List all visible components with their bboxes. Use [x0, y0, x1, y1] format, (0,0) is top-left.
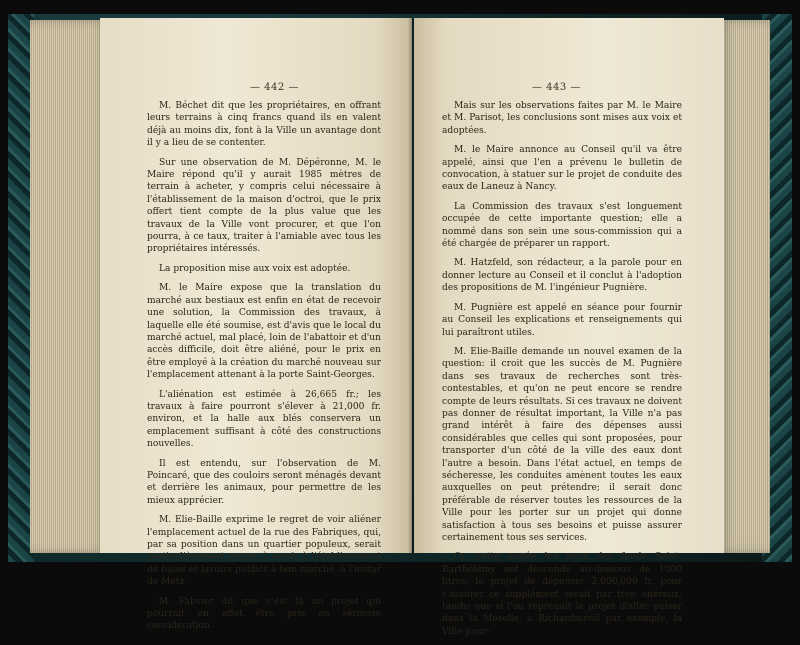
paragraph: Mais sur les observations faites par M. le Maire et M. Parisot, les conclusions sont mises aux voix et adoptées.: [442, 101, 682, 136]
page-edges-right: [720, 20, 770, 553]
paragraph: Or, cette année les eaux des fonds Saint-Barthélémy ont descendu au-dessous de 1000 litres; le projet de dépenser 2,000,000 fr. pour s'assurer ce supplément serait par trop onéreux, tandis que si l'on reprenait le projet d'aller puiser dans la Moselle, à Richardménil par exemple, la Ville pour-: [442, 552, 682, 637]
paragraph: M. Pugnière est appelé en séance pour fournir au Conseil les explications et renseignements qui lui paraîtront utiles.: [442, 302, 682, 338]
paragraph: Sur une observation de M. Dépéronne, M. le Maire répond qu'il y aurait 1985 mètres de terrain à acheter, y compris celui nécessaire à l'établissement de la maison d'octroi, que le prix offert tient compte de la plus value que les travaux de la Ville vont procurer, et que l'on pourra, à ce taux, traiter à l'amiable avec tous les propriétaires intéressés.: [147, 157, 381, 255]
paragraph: M. le Maire expose que la translation du marché aux bestiaux est enfin en état de recevoir une solution, la Commission des travaux, à laquelle elle été soumise, est d'avis que le local du marché actuel, mal placé, loin de l'abattoir et d'un accès difficile, doit être aliéné, pour le prix en être employé à la création du marché nouveau sur l'emplacement attenant à la porte Saint-Georges.: [147, 283, 381, 381]
paragraph: La proposition mise aux voix est adoptée.: [159, 263, 351, 274]
left-page: [100, 18, 412, 632]
right-page: [414, 18, 724, 637]
left-page-number: — 442 —: [250, 82, 299, 93]
left-page-text: [147, 100, 381, 640]
page-edges-left: [30, 20, 108, 553]
right-page-text: [442, 100, 682, 645]
right-page-number: — 443 —: [532, 82, 581, 93]
paragraph: M. Elie-Baille exprime le regret de voir aliéner l'emplacement actuel de la rue des Fabriques, qui, par sa position dans un quartier populeux, serait particulièrement propre à servir à l'établissement de bains et lavoirs publics à bon marché, à l'instar de Metz.: [147, 515, 381, 588]
paragraph: M. Fabvier dit que c'est là un projet qui pourrait en effet être pris en sérieuse considération.: [147, 596, 381, 632]
paragraph: M. Hatzfeld, son rédacteur, a la parole pour en donner lecture au Conseil et il conclut à l'adoption des propositions de M. l'ingénieur Pugnière.: [442, 258, 682, 294]
paragraph: M. Elie-Baille demande un nouvel examen de la question: il croit que les succès de M. Pugnière dans ses travaux de recherches sont très-contestables, et qu'on ne peut encore se rendre compte de leurs résultats. Si ces travaux ne doivent pas donner de résultat important, la Ville n'a pas grand intérêt à faire des dépenses aussi considérables que celles qui sont proposées, pour transporter d'un côté de la ville des eaux dont l'autre a besoin. Dans l'état actuel, en temps de sécheresse, les conduites amènent toutes les eaux auxquelles on peut prétendre; il serait donc préférable de réserver toutes les ressources de la Ville pour les porter sur un projet qui donne satisfaction à tous ses besoins et puisse assurer certainement tous ses services.: [442, 346, 682, 543]
paragraph: M. Béchet dit que les propriétaires, en offrant leurs terrains à cinq francs quand ils en valent déjà au moins dix, font à la Ville un avantage dont il y a lieu de se contenter.: [147, 101, 381, 149]
paragraph: Il est entendu, sur l'observation de M. Poincaré, que des couloirs seront ménagés devant et derrière les animaux, pour permettre de les mieux apprécier.: [147, 458, 381, 506]
paragraph: L'aliénation est estimée à 26,665 fr.; les travaux à faire pourront s'élever à 21,000 fr. environ, et la halle aux blés conservera un emplacement suffisant à côté des constructions nouvelles.: [147, 389, 381, 450]
paragraph: La Commission des travaux s'est longuement occupée de cette importante question; elle a nommé dans son sein une sous-commission qui a été chargée de préparer un rapport.: [442, 201, 682, 250]
paragraph: M. le Maire annonce au Conseil qu'il va être appelé, ainsi que l'en a prévenu le bulletin de convocation, à statuer sur le projet de conduite des eaux de Laneuz à Nancy.: [442, 145, 682, 193]
